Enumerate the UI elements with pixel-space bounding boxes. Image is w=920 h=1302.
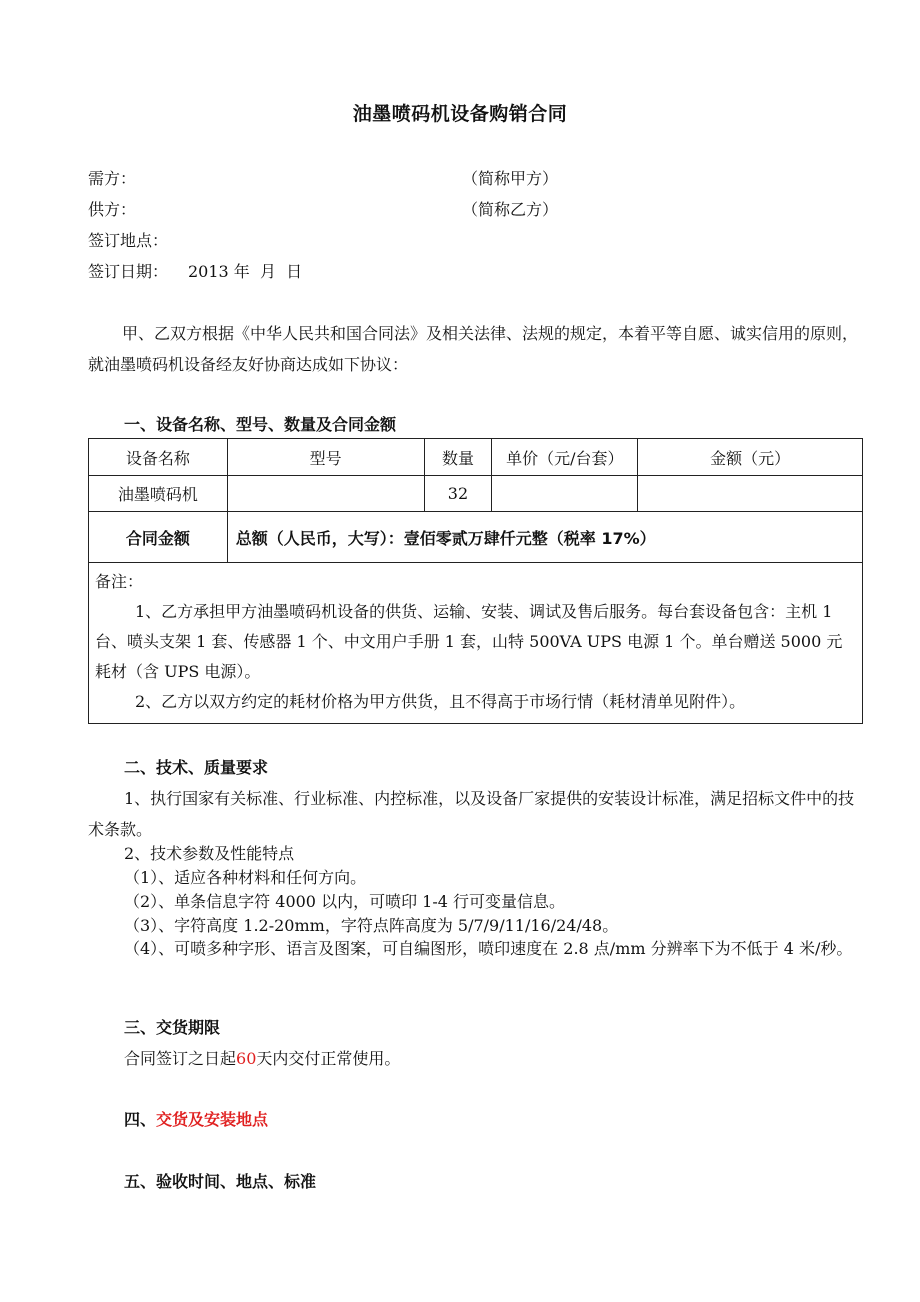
cell-quantity: 32 — [424, 476, 492, 512]
table-header-row — [89, 439, 863, 476]
section3-days: 60 — [236, 1049, 257, 1068]
seller-note: （简称乙方） — [462, 200, 559, 219]
cell-model — [227, 476, 424, 512]
note-cell — [89, 563, 863, 724]
section2-sub1: （1）、适应各种材料和任何方向。 — [124, 868, 367, 887]
section2-item1: 1、执行国家有关标准、行业标准、内控标准，以及设备厂家提供的安装设计标准，满足招标文件中的技术条款。 — [88, 789, 855, 839]
section4-heading-prefix: 四、 — [124, 1110, 157, 1129]
section3-heading: 三、交货期限 — [124, 1018, 221, 1037]
col-header-amount: 金额（元） — [638, 439, 863, 476]
seller-label: 供方： — [88, 200, 137, 219]
place-label: 签订地点： — [88, 231, 169, 250]
col-header-unit-price: 单价（元/台套） — [492, 439, 638, 476]
col-header-model: 型号 — [227, 439, 424, 476]
section2-sub4: （4）、可喷多种字形、语言及图案，可自编图形，喷印速度在 2.8 点/mm 分辨率下为不低于 4 米/秒。 — [124, 939, 853, 958]
date-value: 2013 年 月 日 — [188, 262, 303, 281]
section3-text-after: 天内交付正常使用。 — [256, 1049, 401, 1068]
date-label: 签订日期： — [88, 262, 169, 281]
cell-name: 油墨喷码机 — [89, 476, 228, 512]
section4-heading — [124, 1109, 268, 1131]
col-header-quantity: 数量 — [424, 439, 492, 476]
section2-sub3: （3）、字符高度 1.2-20mm，字符点阵高度为 5/7/9/11/16/24/48。 — [124, 916, 619, 935]
note-label: 备注： — [95, 572, 144, 591]
note-item-1: 1、乙方承担甲方油墨喷码机设备的供货、运输、安装、调试及售后服务。每台套设备包含：主机 1 台、喷头支架 1 套、传感器 1 个、中文用户手册 1 套，山特 500VA UPS 电源 1 个。单台赠送 5000 元耗材（含 UPS 电源）。 — [95, 602, 843, 681]
equipment-table — [88, 438, 863, 724]
section2-item2: 2、技术参数及性能特点 — [124, 844, 295, 863]
col-header-name: 设备名称 — [89, 439, 228, 476]
table-row — [89, 476, 863, 512]
page-title: 油墨喷码机设备购销合同 — [352, 103, 568, 125]
section3-text-before: 合同签订之日起 — [124, 1049, 237, 1068]
buyer-note: （简称甲方） — [462, 169, 559, 188]
section4-heading-red: 交货及安装地点 — [156, 1110, 269, 1129]
contract-amount-row — [89, 512, 863, 563]
section2-heading: 二、技术、质量要求 — [124, 758, 269, 777]
section5-heading: 五、验收时间、地点、标准 — [124, 1172, 317, 1191]
cell-unit-price — [492, 476, 638, 512]
note-item-2: 2、乙方以双方约定的耗材价格为甲方供货，且不得高于市场行情（耗材清单见附件）。 — [135, 692, 746, 711]
cell-amount — [638, 476, 863, 512]
note-row — [89, 563, 863, 724]
section1-heading: 一、设备名称、型号、数量及合同金额 — [124, 415, 397, 434]
section2-sub2: （2）、单条信息字符 4000 以内，可喷印 1-4 行可变量信息。 — [124, 892, 566, 911]
section3-text — [124, 1048, 400, 1070]
intro-paragraph: 甲、乙双方根据《中华人民共和国合同法》及相关法律、法规的规定，本着平等自愿、诚实信用的原则，就油墨喷码机设备经友好协商达成如下协议： — [88, 324, 859, 374]
contract-amount-text: 总额（人民币，大写）：壹佰零贰万肆仟元整（税率 17%） — [227, 512, 862, 563]
buyer-label: 需方： — [88, 169, 137, 188]
contract-amount-label: 合同金额 — [89, 512, 228, 563]
